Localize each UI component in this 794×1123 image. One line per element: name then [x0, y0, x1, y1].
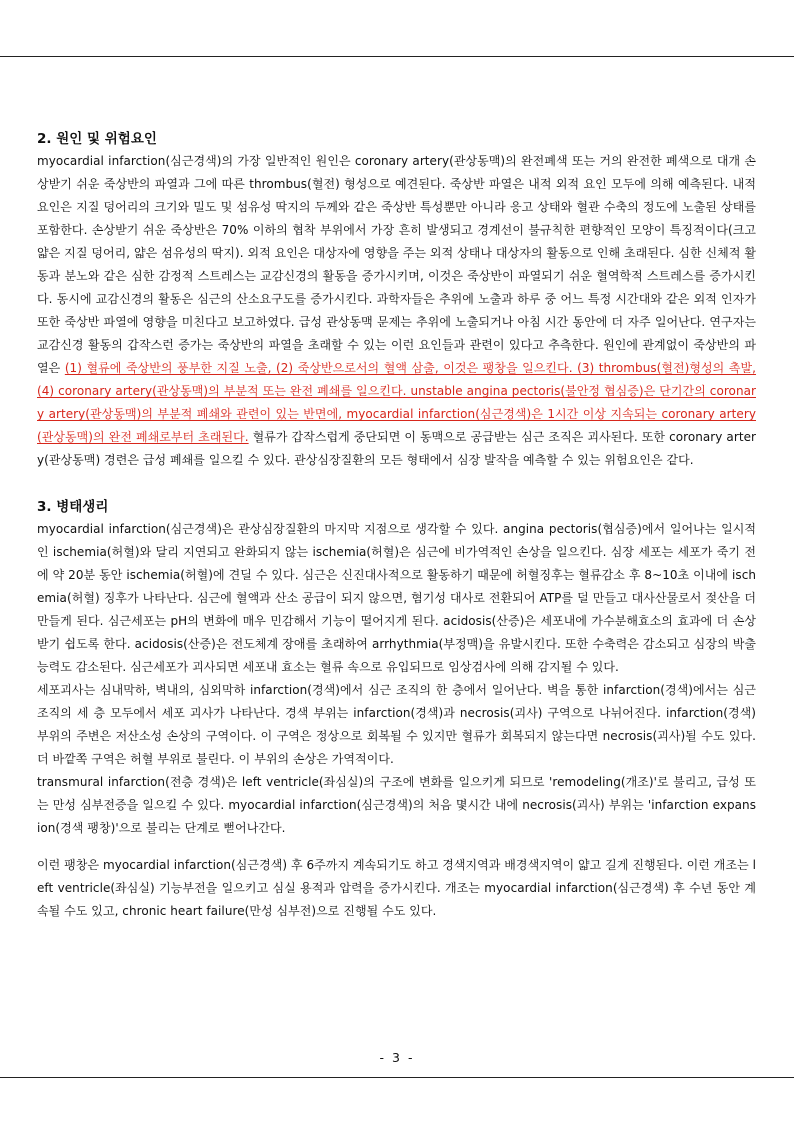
- footer-rule: [0, 1077, 794, 1078]
- paragraph-causes-intro: myocardial infarction(심근경색)의 가장 일반적인 원인은 coronary artery(관상동맥)의 완전폐색 또는 거의 완전한 폐색으로 대개 손상받기 쉬운 죽상반의 파열과 그에 따른 thrombus(혈전) 형성으로 예견된다. 죽상반 파열은 내적 외적 요인 모두에 의해 예측된다. 내적 요인은 지질 덩어리의 크기와 밀도 및 섬유성 딱지의 두께와 같은 죽상반 특성뿐만 아니라 응고 상태와 혈관 수축의 정도에 노출된 상태를 포함한다. 손상받기 쉬운 죽상반은 70% 이하의 협착 부위에서 가장 흔히 발생되고 경계선이 불규칙한 편향적인 모양이 특징적이다(크고 얇은 지질 덩어리, 얇은 섬유성의 딱지). 외적 요인은 대상자에 영향을 주는 외적 상태나 대상자의 활동으로 인해 초래된다. 심한 신체적 활동과 분노와 같은 심한 감정적 스트레스는 교감신경의 활동을 증가시키며, 이것은 죽상반이 파열되기 쉬운 혈역학적 스트레스를 증가시킨다. 동시에 교감신경의 활동은 심근의 산소요구도를 증가시킨다. 과학자들은 추위에 노출과 하루 중 어느 특정 시간대와 같은 외적 인자가 또한 죽상반 파열에 영향을 미친다고 보고하였다. 급성 관상동맥 문제는 추위에 노출되거나 아침 시간 동안에 더 자주 일어난다. 연구자는 교감신경 활동의 갑작스런 증가는 죽상반의 파열을 초래할 수 있는 이런 요인들과 관련이 있다고 추측한다. 원인에 관계없이 죽상반의 파열은: [37, 154, 756, 375]
- section-heading-causes: 2. 원인 및 위험요인: [37, 131, 157, 147]
- paragraph-pathophysiology-3: transmural infarction(전층 경색)은 left ventricle(좌심실)의 구조에 변화를 일으키게 되므로 'remodeling(개조)'로 불리고, 급성 또는 만성 심부전증을 일으킬 수 있다. myocardial infarction(심근경색)의 처음 몇시간 내에 necrosis(괴사) 부위는 'infarction expansion(경색 팽창)'으로 불리는 단계로 뻗어나간다.: [37, 775, 756, 835]
- section-heading-pathophysiology: 3. 병태생리: [37, 499, 109, 515]
- red-underlined-passage: (1) 혈류에 죽상반의 풍부한 지질 노출, (2) 죽상반으로서의 혈액 삼출, 이것은 팽창을 일으킨다. (3) thrombus(혈전)형성의 촉발, (4) coronary artery(관상동맥)의 부분적 또는 완전 폐쇄를 일으킨다. unstable angina pectoris(불안정 협심증)은 단기간의 coronary artery(관상동맥)의 부분적 폐쇄와 관련이 있는 반면에, myocardial infarction(심근경색)은 1시간 이상 지속되는 coronary artery(관상동맥)의 완전 폐쇄로부터 초래된다.: [37, 361, 757, 444]
- paragraph-pathophysiology-1: myocardial infarction(심근경색)은 관상심장질환의 마지막 지점으로 생각할 수 있다. angina pectoris(협심증)에서 일어나는 일시적인 ischemia(허혈)와 달리 지연되고 완화되지 않는 ischemia(허혈)은 심근에 비가역적인 손상을 일으킨다. 심장 세포는 세포가 죽기 전에 약 20분 동안 ischemia(허혈)에 견딜 수 있다. 심근은 신진대사적으로 활동하기 때문에 허혈징후는 혈류감소 후 8~10초 이내에 ischemia(허혈) 징후가 나타난다. 심근에 혈액과 산소 공급이 되지 않으면, 혐기성 대사로 전환되어 ATP를 덜 만들고 대사산물로서 젖산을 더 만들게 된다. 심근세포는 pH의 변화에 매우 민감해서 기능이 떨어지게 된다. acidosis(산증)은 세포내에 가수분해효소의 효과에 더 손상받기 쉽도록 한다. acidosis(산증)은 전도체계 장애를 초래하여 arrhythmia(부정맥)을 유발시킨다. 또한 수축력은 감소되고 심장의 박출능력도 감소된다. 심근세포가 괴사되면 세포내 효소는 혈류 속으로 유입되므로 임상검사에 의해 감지될 수 있다.: [37, 522, 756, 674]
- page-number: - 3 -: [379, 1050, 415, 1065]
- document-body: [37, 128, 756, 923]
- paragraph-causes-tail: 혈류가 갑작스럽게 중단되면 이 동맥으로 공급받는 심근 조직은 괴사된다. 또한 coronary artery(관상동맥) 경련은 급성 폐쇄를 일으킬 수 있다. 관상심장질환의 모든 형태에서 심장 발작을 예측할 수 있는 위험요인은 같다.: [37, 430, 756, 467]
- paragraph-causes: [37, 150, 756, 472]
- paragraph-pathophysiology-2: 세포괴사는 심내막하, 벽내의, 심외막하 infarction(경색)에서 심근 조직의 한 층에서 일어난다. 벽을 통한 infarction(경색)에서는 심근조직의 세 층 모두에서 세포 괴사가 나타난다. 경색 부위는 infarction(경색)과 necrosis(괴사) 구역으로 나뉘어진다. infarction(경색) 부위의 주변은 저산소성 손상의 구역이다. 이 구역은 정상으로 회복될 수 있지만 혈류가 회복되지 않는다면 necrosis(괴사)될 수도 있다. 더 바깥쪽 구역은 허혈 부위로 불린다. 이 부위의 손상은 가역적이다.: [37, 683, 756, 766]
- paragraph-pathophysiology-4: 이런 팽창은 myocardial infarction(심근경색) 후 6주까지 계속되기도 하고 경색지역과 배경색지역이 얇고 길게 진행된다. 이런 개조는 left ventricle(좌심실) 기능부전을 일으키고 심실 용적과 압력을 증가시킨다. 개조는 myocardial infarction(심근경색) 후 수년 동안 계속될 수도 있고, chronic heart failure(만성 심부전)으로 진행될 수도 있다.: [37, 858, 756, 918]
- header-rule: [0, 56, 794, 57]
